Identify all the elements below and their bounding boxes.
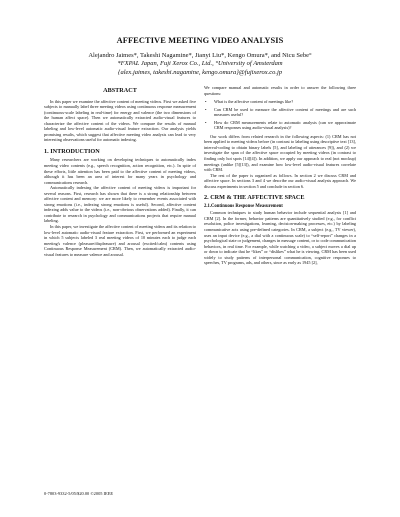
body-paragraph: The rest of the paper is organized as follows. In section 2 we discuss CRM and affective space. In sections 3 and 4 we describe our audio-visual analysis approach. We discuss experiments in section 5 and conclude in section 6.	[204, 172, 356, 189]
question-item: • Can CRM be used to measure the affective content of meetings and are such measures useful?	[214, 107, 356, 118]
right-column	[204, 85, 356, 266]
authors-line: Alejandro Jaimes*, Takeshi Nagamine*, Jianyi Liu*, Kengo Omura*, and Nicu Sebe°	[88, 52, 312, 59]
intro-paragraph: Automatically indexing the affective content of meeting videos is important for several reasons. First, research has shown that there is a strong relationship between affective content and memory: we are more likely to remember events associated with strong emotions (i.e., indexing strong emotions is useful). Second, affective content indexing adds value to the videos (i.e., non-obvious observations added). Finally, it can contribute to research in psychology and communications projects that require manual labeling.	[44, 185, 196, 224]
abstract-text: In this paper we examine the affective content of meeting videos. First we asked five subjects to manually label three meeting videos using continuous response measurement (continuous-scale labeling in real-time) for energy and valence (the two dimensions of the human affect space). Then we automatically extracted audio-visual features to characterize the affective content of the videos. We compare the results of manual labeling and low-level automatic audio-visual feature extraction. Our analysis yields promising results, which suggest that affective meeting video analysis can lead to very interesting observations useful for automatic indexing.	[44, 98, 196, 143]
left-column	[44, 88, 196, 257]
abstract-heading: ABSTRACT	[103, 87, 137, 94]
section21-heading: 2.1.Continuous Response Measurement	[204, 203, 283, 209]
section2-heading: 2. CRM & THE AFFECTIVE SPACE	[204, 194, 305, 202]
question-item: • How do CRM measurements relate to automatic analysis (can we approximate CRM responses using audio-visual analysis)?	[214, 120, 356, 131]
questions-list	[204, 99, 356, 131]
copyright-footer: 0-7803-9332-5/05/$20.00 ©2005 IEEE	[44, 491, 114, 496]
intro-heading: 1. INTRODUCTION	[44, 147, 100, 155]
questions-lead: We compare manual and automatic results in order to answer the following three questions:	[204, 85, 356, 96]
body-paragraph: Common techniques to study human behavior include sequential analysis [1] and CRM [2]. In the former, behavior patterns are quantitatively studied (e.g., for conflict resolution, police investigations, learning, decision-making processes, etc.) by labeling communicative acts using pre-defined categories. In CRM, a subject (e.g., TV viewer), uses an input device (e.g., a dial with a continuous scale) to “self-report” changes in a psychological state or judgement, changes in message content, or to code communication behaviors, in real time. For example, while watching a video, a subject moves a dial up or down to indicate that he “likes” or “dislikes” what he is viewing. CRM has been used widely to study patterns of interpersonal communication, cognitive responses to speeches, TV programs, ads, and others, since as early as 1945 [2],	[204, 210, 356, 266]
emails-line: {alex.jaimes, takeshi.nagamine, kengo.omura}@fujixerox.co.jp	[117, 68, 283, 76]
intro-paragraph: Many researchers are working on developing techniques to automatically index meeting video contents (e.g., speech recognition, action recognition, etc.). In spite of these efforts, little attention has been paid to the affective content of meeting videos, although it has been an area of interest for many years in psychology and communications research.	[44, 157, 196, 185]
affiliations-line: *FXPAL Japan, Fuji Xerox Co., Ltd., °University of Amsterdam	[117, 60, 283, 68]
body-paragraph: Our work differs from related research in the following aspects: (1) CRM has not been applied to meeting videos before (in contrast to labeling using descriptive text [13], interval-coding to obtain binary labels [5], and labeling of utterances [9]), and (2) we investigate the span of the affective space occupied by meeting videos (in contrast to finding only hot spots [14][4]). In addition, we apply our approach to real (not mockup) meetings (unlike [5][13]), and examine how low-level audio-visual features correlate with CRM.	[204, 133, 356, 173]
intro-paragraph: In this paper, we investigate the affective content of meeting videos and its relation to low-level automatic audio-visual feature extraction. First, we performed an experiment in which 5 subjects labeled 3 real meeting videos of 10 minutes each to judge each meeting's valence (pleasure/displeasure) and arousal (excited/calm) contents using Continuous Response Measurement (CRM). Then, we automatically extracted audio-visual features to measure valence and arousal.	[44, 224, 196, 257]
author-block	[0, 52, 400, 77]
paper-title: AFFECTIVE MEETING VIDEO ANALYSIS	[116, 36, 284, 45]
question-item: • What is the affective content of meetings like?	[214, 99, 356, 105]
